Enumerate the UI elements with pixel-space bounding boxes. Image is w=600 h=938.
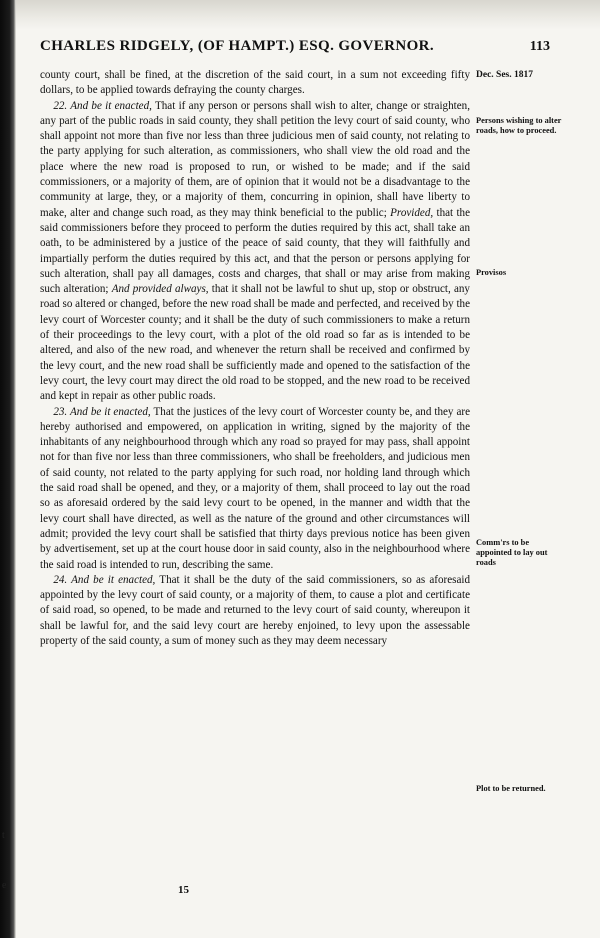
margin-note-commissioners: Comm'rs to be appointed to lay out roads [476,538,548,567]
edge-mark: e [2,880,7,891]
signature-mark: 15 [178,884,189,896]
margin-note-provisos: Provisos [476,268,507,277]
margin-note-plot: Plot to be returned. [476,784,546,793]
paragraph-continued: county court, shall be fined, at the discretion of the said court, in a sum not exceeding fifty dollars, to be applied towards defraying the county charges. [40,69,470,97]
page-number: 113 [529,39,550,54]
section-22-heading: 22. And be it enacted, [53,99,152,112]
margin-session-date: Dec. Ses. 1817 [476,70,533,80]
edge-mark: t [2,830,5,841]
section-23-heading: 23. And be it enacted, [53,405,151,418]
scan-edge [16,0,600,30]
section-23: 23. And be it enacted, That the justices of the levy court of Worcester county be, and they are hereby authorised and empowered, on application in writing, signed by the majority of the inhabitants of any neighbourhood through which any road so prayed for may pass, shall appoint not for than five nor less than three commissioners, who shall be freeholders, and judicious men of said county, not related to the party applying for such road, nor holding land through which the said road shall be opened, and they, or a majority of them, shall proceed to lay out the road so as aforesaid ordered by the said levy court to be opened, in the manner and width that the levy court shall have directed, as well as the nature of the ground and other circumstances will admit; provided the levy court shall be satisfied that thirty days previous notice has been given by advertisement, set up at the court house door in said county, also in the neighbourhood where the said road is intended to run, describing the same. [40,405,470,571]
page-header [40,38,550,60]
section-24: 24. And be it enacted, That it shall be the duty of the said commissioners, so as aforesaid appointed by the levy court of said county, or a majority of them, to cause a plot and certificate of said road, so opened, to be made and returned to the levy court of said county, whereupon it shall be lawful for, and the said levy court are hereby enjoined, to levy upon the assessable property of the said county, a sum of money such as they may deem necessary [40,573,470,647]
running-title: CHARLES RIDGELY, (OF HAMPT.) ESQ. GOVERNOR. [40,38,435,54]
proviso-label: Provided, [390,206,434,219]
book-binding-shadow [0,0,16,938]
margin-note-alter-roads: Persons wishing to alter roads, how to proceed. [476,116,562,135]
section-24-heading: 24. And be it enacted, [53,573,156,586]
proviso-label-2: And provided always, [111,283,209,296]
main-text-column [40,68,470,649]
section-22: 22. And be it enacted, That if any person or persons shall wish to alter, change or straighten, any part of the public roads in said county, they shall petition the levy court of said county, who shall appoint not more than five nor less than three judicious men of said county, not relating to the party applying for such alteration, as commissioners, who shall view the old road and the place where the new road is proposed to run, or wished to be made; and if the said commissioners, or a majority of them, are of opinion that it would not be a disadvantage to the community at large, they, or a majority of them, concurring in opinion, shall have liberty to make, alter and change such road, as they may think beneficial to the public; Provided, that the said commissioners before they proceed to perform the duties required by this act, shall take an oath, to be administered by a justice of the peace of said county, that they will faithfully and impartially perform the duties required by this act, and that the person or persons applying for such alteration, shall pay all damages, costs and charges, that shall or may arise from making such alteration; And provided always, that it shall not be lawful to shut up, stop or obstruct, any road so altered or changed, before the new road shall be made and perfected, and received by the levy court of Worcester county; and it shall be the duty of such commissioners to make a return of their proceedings to the levy court, with a plot of the old road so far as is intended to be altered, and also of the new road, and whenever the return shall be received and confirmed by the levy court, and the new road shall be sufficiently made and opened to the satisfaction of the levy court, the levy court may direct the old road to be stopped, and the new road to be received and kept in repair as other public roads. [40,99,471,403]
